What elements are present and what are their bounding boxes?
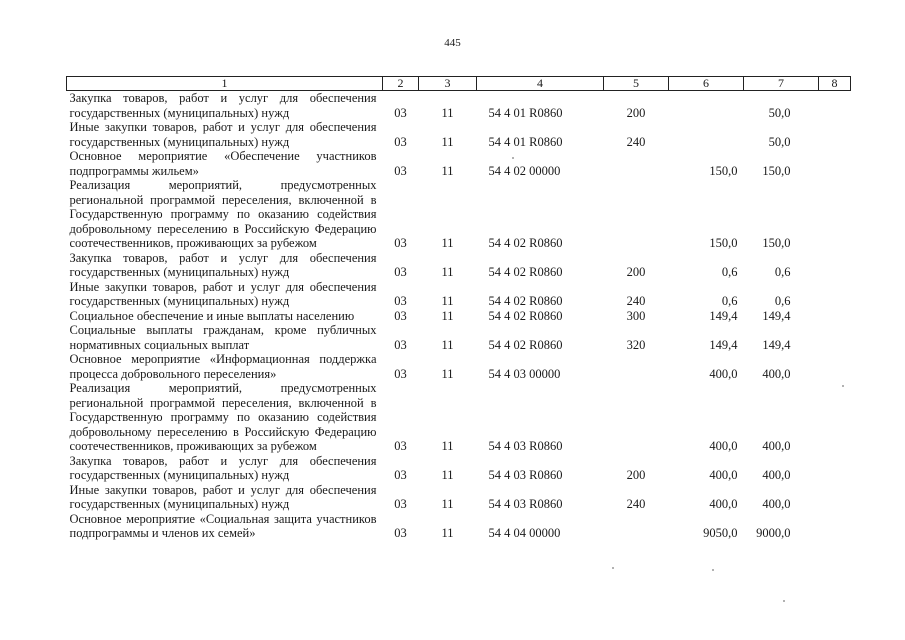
row-target-code: 54 4 03 00000 xyxy=(488,366,561,381)
row-subsection: 11 xyxy=(441,526,454,540)
row-amount-7: 0,6 xyxy=(774,294,791,308)
row-col-8 xyxy=(819,251,851,280)
row-expense-type: 200 xyxy=(626,265,646,279)
row-col-8 xyxy=(819,120,851,149)
row-amount-7: 150,0 xyxy=(762,163,791,178)
row-section: 03 xyxy=(394,294,407,308)
row-subsection: 11 xyxy=(441,366,454,381)
row-section: 03 xyxy=(394,134,407,149)
row-amount-6: 149,4 xyxy=(709,337,738,352)
row-section: 03 xyxy=(394,468,407,482)
row-target-code: 54 4 02 R0860 xyxy=(488,236,563,250)
row-amount-6: 0,6 xyxy=(721,265,738,279)
row-amount-6: 400,0 xyxy=(709,468,738,482)
row-name: Основное мероприятие «Социальная защита участников подпрограммы и членов их семей» xyxy=(69,511,377,540)
row-name: Иные закупки товаров, работ и услуг для обеспечения государственных (муниципальных) нужд xyxy=(69,279,377,308)
row-name: Закупка товаров, работ и услуг для обеспечения государственных (муниципальных) нужд xyxy=(69,250,377,279)
row-amount-7: 0,6 xyxy=(774,265,791,279)
header-col-3: 3 xyxy=(419,77,477,91)
row-col-8 xyxy=(819,323,851,352)
table-row xyxy=(67,149,851,178)
row-section: 03 xyxy=(394,105,407,120)
table-row xyxy=(67,251,851,280)
row-expense-type xyxy=(604,512,669,541)
row-expense-type: 240 xyxy=(626,134,646,149)
row-name: Закупка товаров, работ и услуг для обеспечения государственных (муниципальных) нужд xyxy=(69,453,377,482)
table-row xyxy=(67,512,851,541)
row-amount-7: 9000,0 xyxy=(756,526,791,540)
row-target-code: 54 4 02 00000 xyxy=(488,163,561,178)
row-col-8 xyxy=(819,454,851,483)
row-section: 03 xyxy=(394,337,407,352)
row-name: Основное мероприятие «Обеспечение участников подпрограммы жильем» xyxy=(69,149,377,178)
row-amount-6: 400,0 xyxy=(709,439,738,453)
row-subsection: 11 xyxy=(441,163,454,178)
header-col-2: 2 xyxy=(383,77,419,91)
row-col-8 xyxy=(819,91,851,121)
row-amount-7: 149,4 xyxy=(762,337,791,352)
page-number: 445 xyxy=(444,37,461,49)
row-amount-6: 400,0 xyxy=(709,366,738,381)
table-row xyxy=(67,454,851,483)
table-row xyxy=(67,323,851,352)
table-row xyxy=(67,381,851,454)
row-expense-type xyxy=(604,149,669,178)
row-amount-7: 400,0 xyxy=(762,439,791,453)
row-target-code: 54 4 02 R0860 xyxy=(488,308,563,323)
row-subsection: 11 xyxy=(441,236,454,250)
row-section: 03 xyxy=(394,439,407,453)
scan-speck xyxy=(783,600,785,602)
row-target-code: 54 4 02 R0860 xyxy=(488,337,563,352)
row-target-code: 54 4 02 R0860 xyxy=(488,265,563,279)
row-expense-type: 200 xyxy=(626,105,646,120)
row-col-8 xyxy=(819,309,851,324)
row-col-8 xyxy=(819,280,851,309)
row-name: Иные закупки товаров, работ и услуг для обеспечения государственных (муниципальных) нужд xyxy=(69,120,377,149)
row-expense-type xyxy=(604,178,669,251)
header-col-1: 1 xyxy=(67,77,383,91)
row-amount-6: 400,0 xyxy=(709,497,738,511)
row-col-8 xyxy=(819,352,851,381)
scan-speck xyxy=(612,567,614,569)
row-target-code: 54 4 03 R0860 xyxy=(488,439,563,453)
row-amount-7: 50,0 xyxy=(768,105,791,120)
header-col-5: 5 xyxy=(604,77,669,91)
row-name: Реализация мероприятий, предусмотренных региональной программой переселения, включенной в Государственную программу по оказанию содействия добровольному переселению в Российскую Федерацию соотечественников, проживающих за рубежом xyxy=(69,178,377,250)
row-target-code: 54 4 04 00000 xyxy=(488,526,561,540)
row-col-8 xyxy=(819,483,851,512)
row-amount-6 xyxy=(669,120,744,149)
row-name: Социальное обеспечение и иные выплаты населению xyxy=(69,308,355,323)
budget-table xyxy=(66,76,851,541)
row-expense-type: 300 xyxy=(626,308,646,323)
scan-speck xyxy=(842,385,844,387)
row-name: Основное мероприятие «Информационная поддержка процесса добровольного переселения» xyxy=(69,352,377,381)
header-col-6: 6 xyxy=(669,77,744,91)
row-section: 03 xyxy=(394,265,407,279)
row-amount-7: 400,0 xyxy=(762,468,791,482)
row-amount-6: 150,0 xyxy=(709,163,738,178)
scan-speck xyxy=(512,157,514,159)
row-subsection: 11 xyxy=(441,134,454,149)
row-subsection: 11 xyxy=(441,497,454,511)
row-section: 03 xyxy=(394,308,407,323)
table-row xyxy=(67,483,851,512)
row-section: 03 xyxy=(394,236,407,250)
row-name: Социальные выплаты гражданам, кроме публичных нормативных социальных выплат xyxy=(69,323,377,352)
row-amount-7: 50,0 xyxy=(768,134,791,149)
row-subsection: 11 xyxy=(441,439,454,453)
row-expense-type xyxy=(604,381,669,454)
row-amount-7: 150,0 xyxy=(762,236,791,250)
table-row xyxy=(67,91,851,121)
row-target-code: 54 4 02 R0860 xyxy=(488,294,563,308)
row-subsection: 11 xyxy=(441,294,454,308)
row-col-8 xyxy=(819,381,851,454)
row-subsection: 11 xyxy=(441,105,454,120)
row-target-code: 54 4 03 R0860 xyxy=(488,497,563,511)
row-section: 03 xyxy=(394,526,407,540)
row-section: 03 xyxy=(394,497,407,511)
row-subsection: 11 xyxy=(441,265,454,279)
row-amount-6: 9050,0 xyxy=(703,526,738,540)
row-expense-type xyxy=(604,352,669,381)
row-amount-7: 149,4 xyxy=(762,308,791,323)
row-amount-6 xyxy=(669,91,744,121)
row-section: 03 xyxy=(394,366,407,381)
row-section: 03 xyxy=(394,163,407,178)
header-col-7: 7 xyxy=(744,77,819,91)
row-target-code: 54 4 03 R0860 xyxy=(488,468,563,482)
row-amount-6: 149,4 xyxy=(709,308,738,323)
row-expense-type: 240 xyxy=(626,497,646,511)
row-target-code: 54 4 01 R0860 xyxy=(488,134,563,149)
scan-speck xyxy=(712,569,714,571)
row-amount-6: 150,0 xyxy=(709,236,738,250)
row-name: Закупка товаров, работ и услуг для обеспечения государственных (муниципальных) нужд xyxy=(69,91,377,120)
row-amount-7: 400,0 xyxy=(762,366,791,381)
row-expense-type: 200 xyxy=(626,468,646,482)
row-amount-7: 400,0 xyxy=(762,497,791,511)
row-target-code: 54 4 01 R0860 xyxy=(488,105,563,120)
header-row xyxy=(67,77,851,91)
row-name: Иные закупки товаров, работ и услуг для обеспечения государственных (муниципальных) нужд xyxy=(69,482,377,511)
header-col-4: 4 xyxy=(477,77,604,91)
table-row xyxy=(67,352,851,381)
row-amount-6: 0,6 xyxy=(721,294,738,308)
row-col-8 xyxy=(819,178,851,251)
row-subsection: 11 xyxy=(441,337,454,352)
table-row xyxy=(67,280,851,309)
row-subsection: 11 xyxy=(441,308,454,323)
row-col-8 xyxy=(819,512,851,541)
row-col-8 xyxy=(819,149,851,178)
header-col-8: 8 xyxy=(819,77,851,91)
table-row xyxy=(67,178,851,251)
row-subsection: 11 xyxy=(441,468,454,482)
row-name: Реализация мероприятий, предусмотренных региональной программой переселения, включенной в Государственную программу по оказанию содействия добровольному переселению в Российскую Федерацию соотечественников, проживающих за рубежом xyxy=(69,381,377,453)
row-expense-type: 320 xyxy=(626,337,646,352)
row-expense-type: 240 xyxy=(626,294,646,308)
table-row xyxy=(67,309,851,324)
table-row xyxy=(67,120,851,149)
